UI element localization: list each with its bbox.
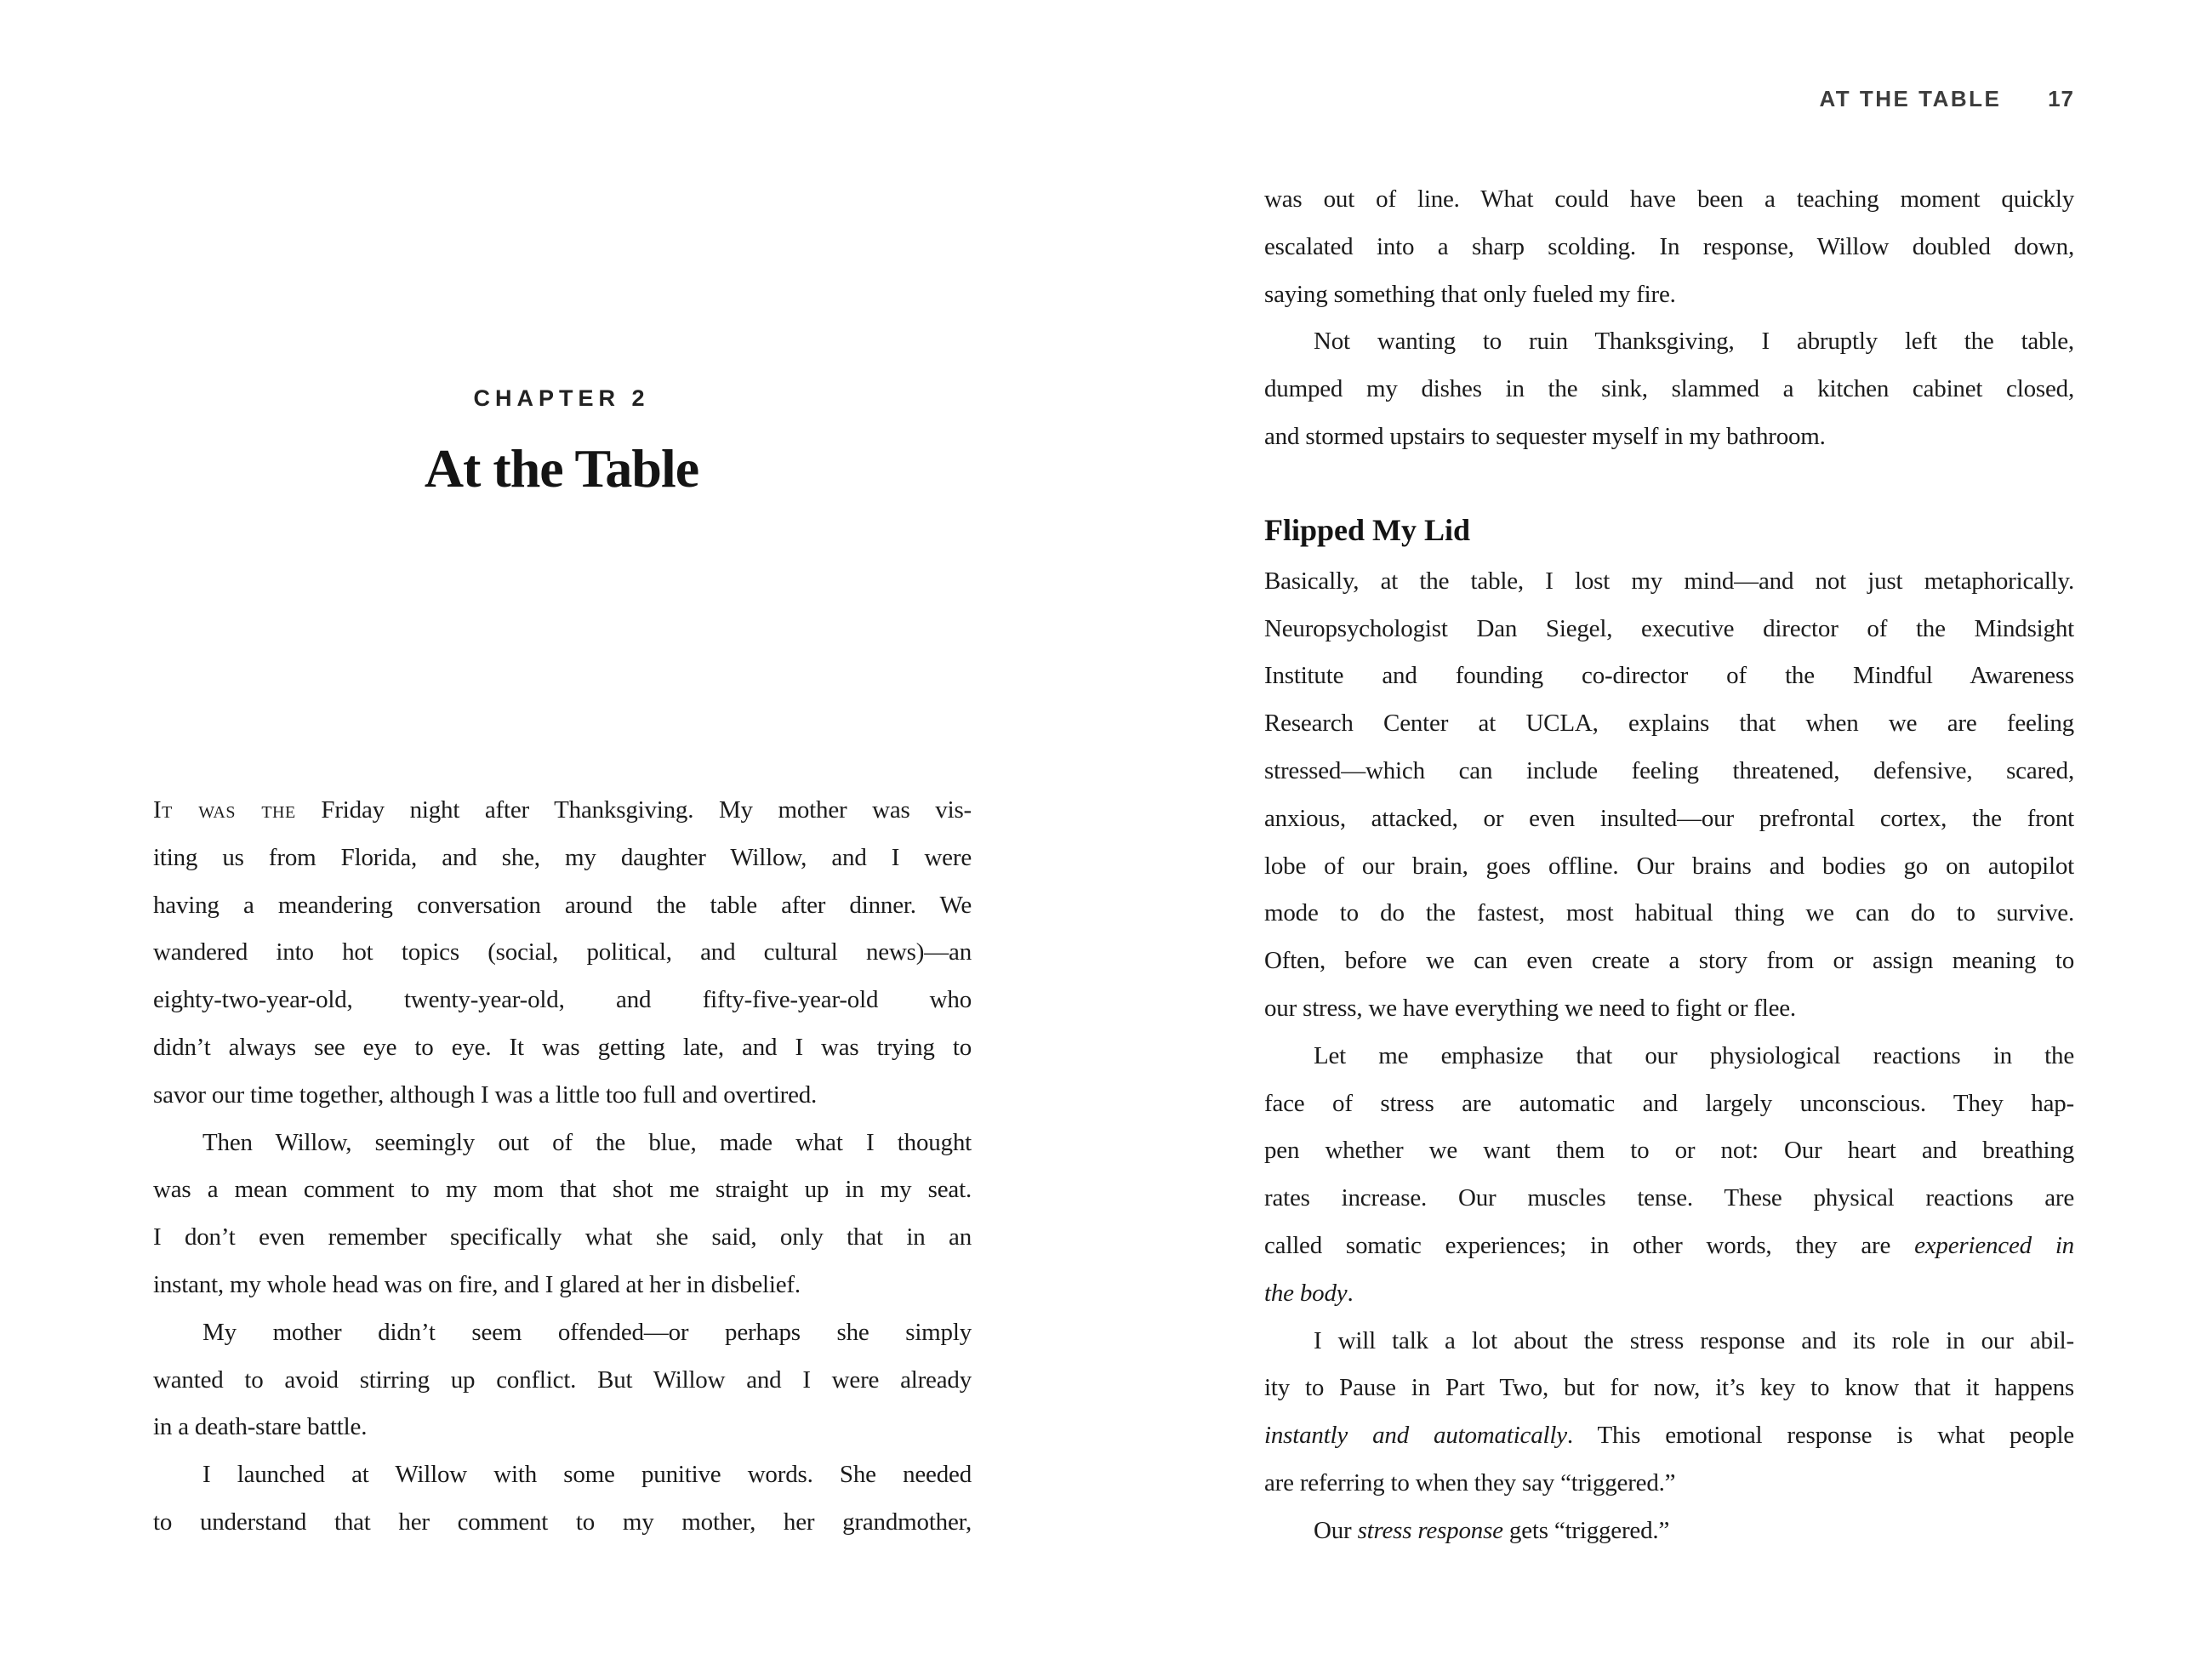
paragraph (153, 1451, 972, 1547)
text-segment: stressed—which can include feeling threatened, defensive, scared, (1264, 756, 2074, 784)
text-segment: having a meandering conversation around the table after dinner. We (153, 891, 972, 919)
text-segment: Then Willow, seemingly out of the blue, made what I thought (202, 1128, 972, 1156)
text-line (1264, 1127, 2074, 1175)
text-line (153, 1166, 972, 1214)
text-segment: instantly and automatically (1264, 1422, 1567, 1450)
text-segment: anxious, attacked, or even insulted—our prefrontal cortex, the front (1264, 804, 2074, 832)
text-segment: face of stress are automatic and largely unconscious. They hap- (1264, 1089, 2074, 1117)
text-line (1264, 795, 2074, 843)
paragraph (153, 1309, 972, 1451)
text-segment: are referring to when they say “triggered.” (1264, 1468, 1676, 1497)
text-line (1264, 1460, 2074, 1508)
text-segment: was out of line. What could have been a teaching moment quickly (1264, 185, 2074, 213)
text-segment: wanted to avoid stirring up conflict. But Willow and I were already (153, 1365, 972, 1394)
text-segment: Neuropsychologist Dan Siegel, executive director of the Mindsight (1264, 614, 2074, 642)
text-line (1264, 748, 2074, 795)
text-segment: dumped my dishes in the sink, slammed a kitchen cabinet closed, (1264, 375, 2074, 403)
text-segment: our stress, we have everything we need to fight or flee. (1264, 994, 1796, 1022)
paragraph (1264, 176, 2074, 318)
text-segment: experienced in (1914, 1231, 2074, 1259)
paragraph (1264, 1033, 2074, 1318)
right-body-top (1264, 176, 2074, 461)
paragraph (1264, 1318, 2074, 1508)
text-line (1264, 606, 2074, 653)
text-segment: I will talk a lot about the stress response and its role in our abil- (1314, 1326, 2074, 1354)
text-line (1264, 558, 2074, 606)
text-line (1264, 176, 2074, 224)
paragraph (1264, 1508, 2074, 1555)
text-line (1264, 413, 2074, 461)
right-body-bottom (1264, 558, 2074, 1555)
text-line (153, 1451, 972, 1499)
text-segment: Basically, at the table, I lost my mind—and not just metaphorically. (1264, 567, 2074, 595)
text-segment: in a death-stare battle. (153, 1413, 368, 1441)
text-segment: instant, my whole head was on fire, and I glared at her in disbelief. (153, 1270, 801, 1298)
text-line (1264, 1270, 2074, 1318)
text-line (1264, 843, 2074, 891)
text-line (153, 1262, 972, 1309)
text-segment: mode to do the fastest, most habitual thing we can do to survive. (1264, 899, 2074, 927)
text-segment: savor our time together, although I was a little too full and overtired. (153, 1080, 818, 1109)
text-segment: the body (1264, 1279, 1348, 1307)
text-segment: Not wanting to ruin Thanksgiving, I abruptly left the table, (1314, 328, 2074, 356)
text-line (153, 882, 972, 930)
text-line (1264, 890, 2074, 938)
text-segment: pen whether we want them to or not: Our heart and breathing (1264, 1137, 2074, 1165)
running-header-title: AT THE TABLE (1819, 86, 2002, 111)
text-segment: called somatic experiences; in other words, they are (1264, 1231, 1915, 1259)
text-line (1264, 700, 2074, 748)
running-header (1264, 85, 2074, 112)
text-line (153, 1024, 972, 1072)
text-line (153, 835, 972, 882)
text-segment: Friday night after Thanksgiving. My mother was vis- (295, 796, 972, 824)
text-line (153, 1072, 972, 1120)
text-line (1264, 366, 2074, 413)
text-line (1264, 938, 2074, 985)
text-line (153, 1120, 972, 1167)
text-line (1264, 1175, 2074, 1223)
text-segment: iting us from Florida, and she, my daughter Willow, and I were (153, 843, 972, 871)
text-segment: Research Center at UCLA, explains that when we are feeling (1264, 710, 2074, 738)
chapter-title: At the Table (424, 438, 699, 499)
text-line (1264, 1412, 2074, 1460)
text-line (1264, 1080, 2074, 1128)
page-number: 17 (2048, 86, 2074, 111)
text-segment: was a mean comment to my mom that shot me straight up in my seat. (153, 1176, 972, 1204)
text-segment: ity to Pause in Part Two, but for now, it’s key to know that it happens (1264, 1374, 2074, 1402)
text-segment: Let me emphasize that our physiological reactions in the (1314, 1041, 2074, 1069)
text-line (153, 977, 972, 1024)
text-line (1264, 1223, 2074, 1270)
text-line (1264, 1033, 2074, 1080)
chapter-label: CHAPTER 2 (473, 385, 650, 411)
text-segment: rates increase. Our muscles tense. These physical reactions are (1264, 1184, 2074, 1212)
text-line (1264, 318, 2074, 366)
text-segment: Often, before we can even create a story from or assign meaning to (1264, 947, 2074, 975)
text-line (1264, 1318, 2074, 1365)
text-segment: wandered into hot topics (social, political, and cultural news)—an (153, 938, 972, 966)
text-line (153, 787, 972, 835)
text-segment: stress response (1357, 1516, 1503, 1544)
text-line (1264, 271, 2074, 319)
paragraph (1264, 558, 2074, 1033)
text-line (1264, 1365, 2074, 1412)
left-page-body (153, 787, 972, 1547)
text-segment: It was the (153, 796, 296, 824)
text-segment: I don’t even remember specifically what she said, only that in an (153, 1223, 972, 1251)
right-page (1106, 0, 2212, 1659)
text-segment: Our (1314, 1516, 1358, 1544)
text-segment: didn’t always see eye to eye. It was getting late, and I was trying to (153, 1033, 972, 1061)
text-segment: to understand that her comment to my mother, her grandmother, (153, 1508, 972, 1536)
right-page-body (1264, 176, 2074, 1555)
text-segment: lobe of our brain, goes offline. Our brains and bodies go on autopilot (1264, 852, 2074, 880)
text-segment: gets “triggered.” (1502, 1516, 1670, 1544)
text-segment: escalated into a sharp scolding. In response, Willow doubled down, (1264, 232, 2074, 260)
text-segment: . This emotional response is what people (1566, 1422, 2074, 1450)
text-segment: . (1347, 1279, 1354, 1307)
text-segment: My mother didn’t seem offended—or perhaps she simply (202, 1318, 972, 1346)
text-line (153, 1404, 972, 1451)
paragraph (153, 1120, 972, 1309)
text-segment: Institute and founding co-director of the Mindful Awareness (1264, 662, 2074, 690)
text-line (1264, 653, 2074, 700)
text-line (153, 1357, 972, 1405)
text-line (153, 1309, 972, 1357)
text-line (153, 1499, 972, 1547)
text-segment: eighty-two-year-old, twenty-year-old, and fifty-five-year-old who (153, 986, 972, 1014)
paragraph (1264, 318, 2074, 460)
text-line (153, 929, 972, 977)
text-line (1264, 1508, 2074, 1555)
text-segment: saying something that only fueled my fire. (1264, 280, 1676, 308)
text-segment: I launched at Willow with some punitive words. She needed (202, 1461, 972, 1489)
chapter-opening (153, 385, 970, 499)
text-line (153, 1214, 972, 1262)
section-heading: Flipped My Lid (1264, 512, 1471, 547)
text-segment: and stormed upstairs to sequester myself in my bathroom. (1264, 422, 1826, 450)
paragraph (153, 787, 972, 1120)
text-line (1264, 224, 2074, 271)
text-line (1264, 985, 2074, 1033)
